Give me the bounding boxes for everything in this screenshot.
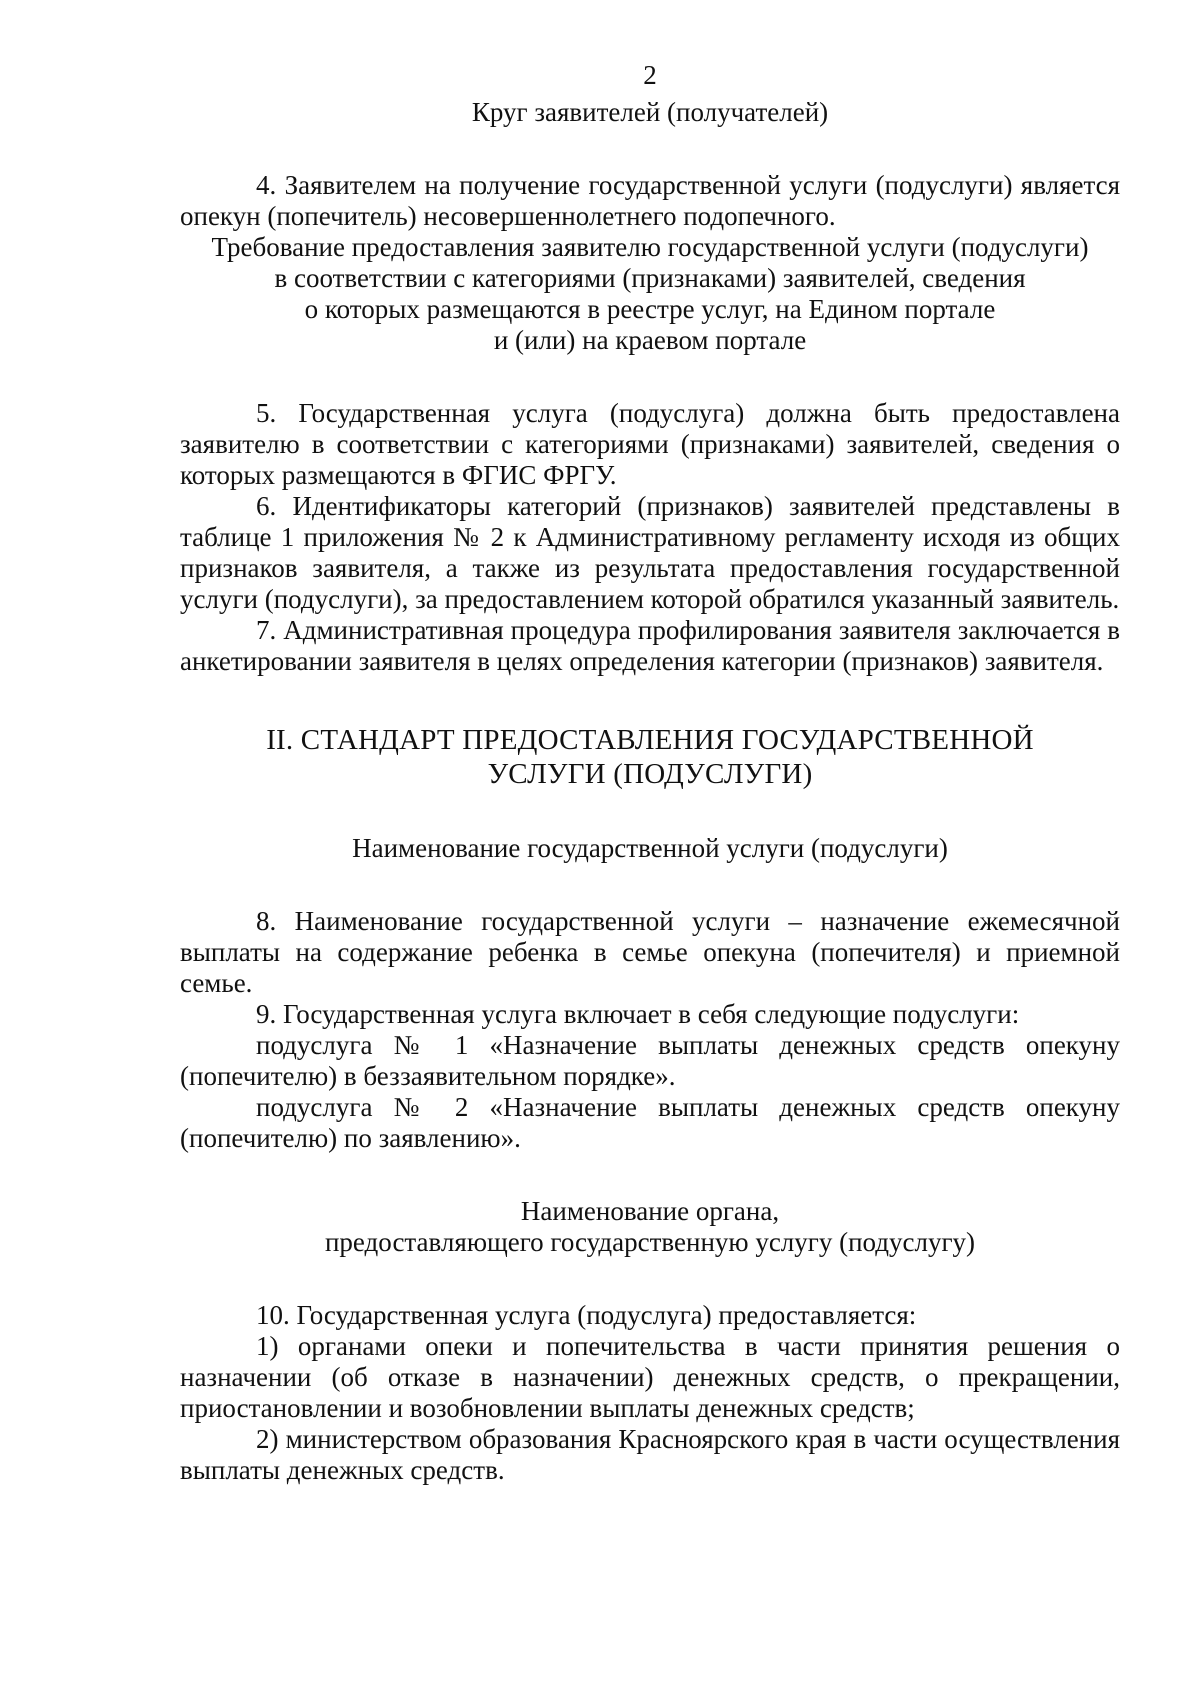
requirement-heading-line: о которых размещаются в реестре услуг, на Едином портале: [304, 294, 996, 324]
paragraph-10-item-1: 1) органами опеки и попечительства в части принятия решения о назначении (об отказе в назначении) денежных средств, о прекращении, приостановлении и возобновлении выплаты денежных средств;: [180, 1331, 1120, 1423]
subservice-2: подуслуга № 2 «Назначение выплаты денежных средств опекуну (попечителю) по заявлению».: [180, 1092, 1120, 1153]
document-page: [180, 60, 1120, 1486]
paragraph-4: 4. Заявителем на получение государственной услуги (подуслуги) является опекун (попечитель) несовершеннолетнего подопечного.: [180, 170, 1120, 231]
paragraph-7: 7. Административная процедура профилирования заявителя заключается в анкетировании заявителя в целях определения категории (признаков) заявителя.: [180, 615, 1120, 676]
service-name-heading: Наименование государственной услуги (подуслуги): [352, 833, 948, 863]
page-number: 2: [643, 60, 657, 90]
paragraph-9: 9. Государственная услуга включает в себя следующие подуслуги:: [256, 999, 1020, 1029]
requirement-heading-line: Требование предоставления заявителю государственной услуги (подуслуги): [211, 232, 1089, 262]
section-title: [180, 723, 1120, 791]
paragraph-10-item-2: 2) министерством образования Красноярского края в части осуществления выплаты денежных средств.: [180, 1424, 1120, 1485]
organ-heading-line: предоставляющего государственную услугу (подуслугу): [324, 1227, 976, 1257]
section-title-line: УСЛУГИ (ПОДУСЛУГИ): [487, 758, 813, 790]
section-title-line: II. СТАНДАРТ ПРЕДОСТАВЛЕНИЯ ГОСУДАРСТВЕННОЙ: [266, 724, 1034, 756]
applicants-heading: Круг заявителей (получателей): [471, 97, 829, 127]
organ-heading: [180, 1196, 1120, 1258]
paragraph-6: 6. Идентификаторы категорий (признаков) заявителей представлены в таблице 1 приложения № 2 к Административному регламенту исходя из общих признаков заявителя, а также из результата предоставления государственной услуги (подуслуги), за предоставлением которой обратился указанный заявитель.: [180, 491, 1120, 614]
organ-heading-line: Наименование органа,: [520, 1196, 780, 1226]
paragraph-8: 8. Наименование государственной услуги – назначение ежемесячной выплаты на содержание ребенка в семье опекуна (попечителя) и приемной семье.: [180, 906, 1120, 998]
requirement-heading: [180, 232, 1120, 356]
paragraph-5: 5. Государственная услуга (подуслуга) должна быть предоставлена заявителю в соответствии с категориями (признаками) заявителей, сведения о которых размещаются в ФГИС ФРГУ.: [180, 398, 1120, 490]
paragraph-10: 10. Государственная услуга (подуслуга) предоставляется:: [256, 1300, 917, 1330]
requirement-heading-line: и (или) на краевом портале: [493, 325, 807, 355]
requirement-heading-line: в соответствии с категориями (признаками) заявителей, сведения: [274, 263, 1026, 293]
subservice-1: подуслуга № 1 «Назначение выплаты денежных средств опекуну (попечителю) в беззаявительном порядке».: [180, 1030, 1120, 1091]
